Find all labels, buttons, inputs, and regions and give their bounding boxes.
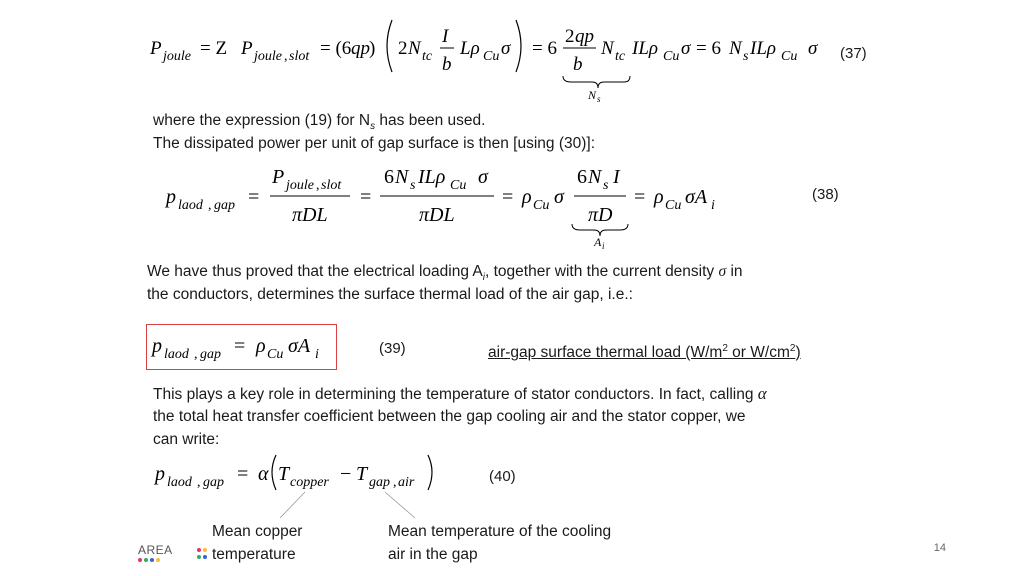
equation-40-number: (40) xyxy=(489,468,516,485)
text-line-3a-part-c: in xyxy=(726,263,743,280)
svg-text:2: 2 xyxy=(565,26,575,47)
svg-text:P: P xyxy=(272,166,285,188)
svg-text:= Z: = Z xyxy=(200,38,228,59)
svg-text:6: 6 xyxy=(384,166,394,188)
text-line-4a-part-a: This plays a key role in determining the temperature of stator conductors. In fact, calling xyxy=(153,386,758,403)
svg-text:σ: σ xyxy=(501,38,511,59)
area-logo-text: AREA xyxy=(138,543,173,557)
svg-text:σ: σ xyxy=(478,166,488,188)
svg-text:ρ: ρ xyxy=(256,335,266,357)
svg-text:πDL: πDL xyxy=(292,204,328,226)
svg-text:joule: joule xyxy=(286,178,314,193)
svg-text:N: N xyxy=(408,38,421,59)
svg-text:πDL: πDL xyxy=(419,204,455,226)
eq39-label-sup-1: 2 xyxy=(722,343,728,354)
svg-text:,: , xyxy=(284,49,288,64)
svg-text:s: s xyxy=(410,178,416,193)
svg-text:gap: gap xyxy=(203,475,224,490)
text-line-4b: the total heat transfer coefficient between the gap cooling air and the stator copper, we xyxy=(153,408,746,425)
svg-text:I: I xyxy=(613,166,620,188)
svg-text:joule: joule xyxy=(254,49,282,64)
svg-text:Lρ: Lρ xyxy=(460,38,480,59)
equation-38-number: (38) xyxy=(812,186,839,203)
eq39-label-part-c: ) xyxy=(795,344,801,362)
logo-dot-icon xyxy=(150,558,154,562)
svg-text:=: = xyxy=(634,186,646,208)
svg-text:N: N xyxy=(395,166,409,188)
svg-text:I: I xyxy=(442,26,449,47)
svg-text:=: = xyxy=(234,335,246,357)
svg-text:=: = xyxy=(360,186,372,208)
logo-dot-icon xyxy=(156,558,160,562)
annot-air-line-1: Mean temperature of the cooling xyxy=(388,523,612,540)
svg-text:i: i xyxy=(711,198,715,213)
svg-text:gap: gap xyxy=(369,475,390,490)
svg-text:= (6: = (6 xyxy=(320,38,352,59)
svg-text:= 6: = 6 xyxy=(696,38,721,59)
eq39-label-part-b: or W/cm xyxy=(727,344,790,362)
text-line-1-part-b: has been used. xyxy=(375,112,486,129)
svg-text:,: , xyxy=(316,178,320,193)
sigma-symbol: σ xyxy=(718,263,727,280)
svg-text:ρ: ρ xyxy=(654,186,664,208)
svg-text:s: s xyxy=(743,49,749,64)
svg-text:P: P xyxy=(150,38,162,59)
svg-text:N: N xyxy=(601,38,614,59)
svg-text:T: T xyxy=(356,463,368,485)
svg-text:tc: tc xyxy=(422,49,433,64)
svg-text:N: N xyxy=(588,88,597,102)
svg-text:α: α xyxy=(258,463,269,485)
svg-text:N: N xyxy=(588,166,602,188)
svg-text:slot: slot xyxy=(289,49,310,64)
svg-text:gap: gap xyxy=(200,347,221,362)
svg-text:joule: joule xyxy=(163,49,191,64)
svg-text:air: air xyxy=(398,475,415,490)
secondary-logo-icon xyxy=(195,546,215,564)
svg-text:σ: σ xyxy=(554,186,564,208)
logo-dot-icon xyxy=(144,558,148,562)
svg-text:=: = xyxy=(248,186,260,208)
svg-text:p: p xyxy=(152,335,162,357)
svg-text:p: p xyxy=(155,463,165,485)
svg-text:b: b xyxy=(573,54,583,75)
logo-dots xyxy=(138,558,176,562)
svg-text:tc: tc xyxy=(615,49,626,64)
text-line-3a-part-b: , together with the current density xyxy=(485,263,719,280)
annot-copper-line-1: Mean copper xyxy=(212,523,303,540)
svg-text:qp: qp xyxy=(575,26,594,47)
svg-text:,: , xyxy=(197,475,201,490)
svg-text:laod: laod xyxy=(164,347,189,362)
equation-37-number: (37) xyxy=(840,45,867,62)
svg-text:p: p xyxy=(166,186,176,208)
equation-39-number: (39) xyxy=(379,340,406,357)
svg-text:=: = xyxy=(502,186,514,208)
svg-text:P: P xyxy=(241,38,253,59)
svg-text:i: i xyxy=(602,241,605,251)
svg-text:Cu: Cu xyxy=(533,198,550,213)
eq39-label-sup-2: 2 xyxy=(789,343,796,354)
svg-text:Cu: Cu xyxy=(450,178,467,193)
svg-text:b: b xyxy=(442,54,452,75)
text-line-1-sub: s xyxy=(370,121,376,133)
svg-text:s: s xyxy=(603,178,609,193)
svg-text:Cu: Cu xyxy=(663,49,680,64)
svg-text:qp: qp xyxy=(351,38,370,59)
area-logo xyxy=(138,543,176,565)
svg-text:Cu: Cu xyxy=(267,347,284,362)
svg-text:Cu: Cu xyxy=(483,49,500,64)
svg-text:ILρ: ILρ xyxy=(750,38,777,59)
svg-text:s: s xyxy=(597,94,601,104)
annot-air-line-2: air in the gap xyxy=(388,546,478,563)
page-number: 14 xyxy=(933,542,946,554)
text-line-3a-sub: i xyxy=(482,272,485,284)
svg-text:laod: laod xyxy=(167,475,192,490)
svg-text:gap: gap xyxy=(214,198,235,213)
svg-text:−: − xyxy=(340,463,352,485)
svg-text:= 6: = 6 xyxy=(532,38,557,59)
svg-text:σA: σA xyxy=(288,335,311,357)
svg-text:): ) xyxy=(369,38,376,59)
svg-text:ILρ: ILρ xyxy=(632,38,659,59)
svg-text:σA: σA xyxy=(685,186,708,208)
text-line-4c: can write: xyxy=(153,431,220,448)
svg-text:,: , xyxy=(194,347,198,362)
svg-text:=: = xyxy=(237,463,249,485)
svg-text:σ: σ xyxy=(808,38,818,59)
svg-text:copper: copper xyxy=(290,475,329,490)
svg-text:πD: πD xyxy=(588,204,613,226)
svg-text:T: T xyxy=(278,463,290,485)
text-line-2: The dissipated power per unit of gap surface is then [using (30)]: xyxy=(153,135,595,152)
annot-copper-line-2: temperature xyxy=(212,546,296,563)
svg-text:ρ: ρ xyxy=(522,186,532,208)
svg-text:σ: σ xyxy=(681,38,691,59)
svg-text:A: A xyxy=(594,235,602,249)
text-line-1-part-a: where the expression (19) for N xyxy=(153,112,371,129)
text-line-3a-part-a: We have thus proved that the electrical loading A xyxy=(147,263,483,280)
svg-text:,: , xyxy=(208,198,212,213)
svg-text:N: N xyxy=(729,38,742,59)
eq39-label-part-a: air-gap surface thermal load (W/m xyxy=(488,344,723,362)
svg-text:,: , xyxy=(393,475,397,490)
svg-text:ILρ: ILρ xyxy=(418,166,446,188)
svg-text:6: 6 xyxy=(577,166,587,188)
svg-text:Cu: Cu xyxy=(781,49,798,64)
svg-text:2: 2 xyxy=(398,38,408,59)
svg-text:i: i xyxy=(315,347,319,362)
svg-text:Cu: Cu xyxy=(665,198,682,213)
text-line-3b: the conductors, determines the surface thermal load of the air gap, i.e.: xyxy=(147,286,633,303)
svg-text:laod: laod xyxy=(178,198,203,213)
alpha-symbol: α xyxy=(757,384,767,403)
secondary-logo-graphic xyxy=(195,546,215,564)
svg-text:slot: slot xyxy=(321,178,342,193)
logo-dot-icon xyxy=(138,558,142,562)
